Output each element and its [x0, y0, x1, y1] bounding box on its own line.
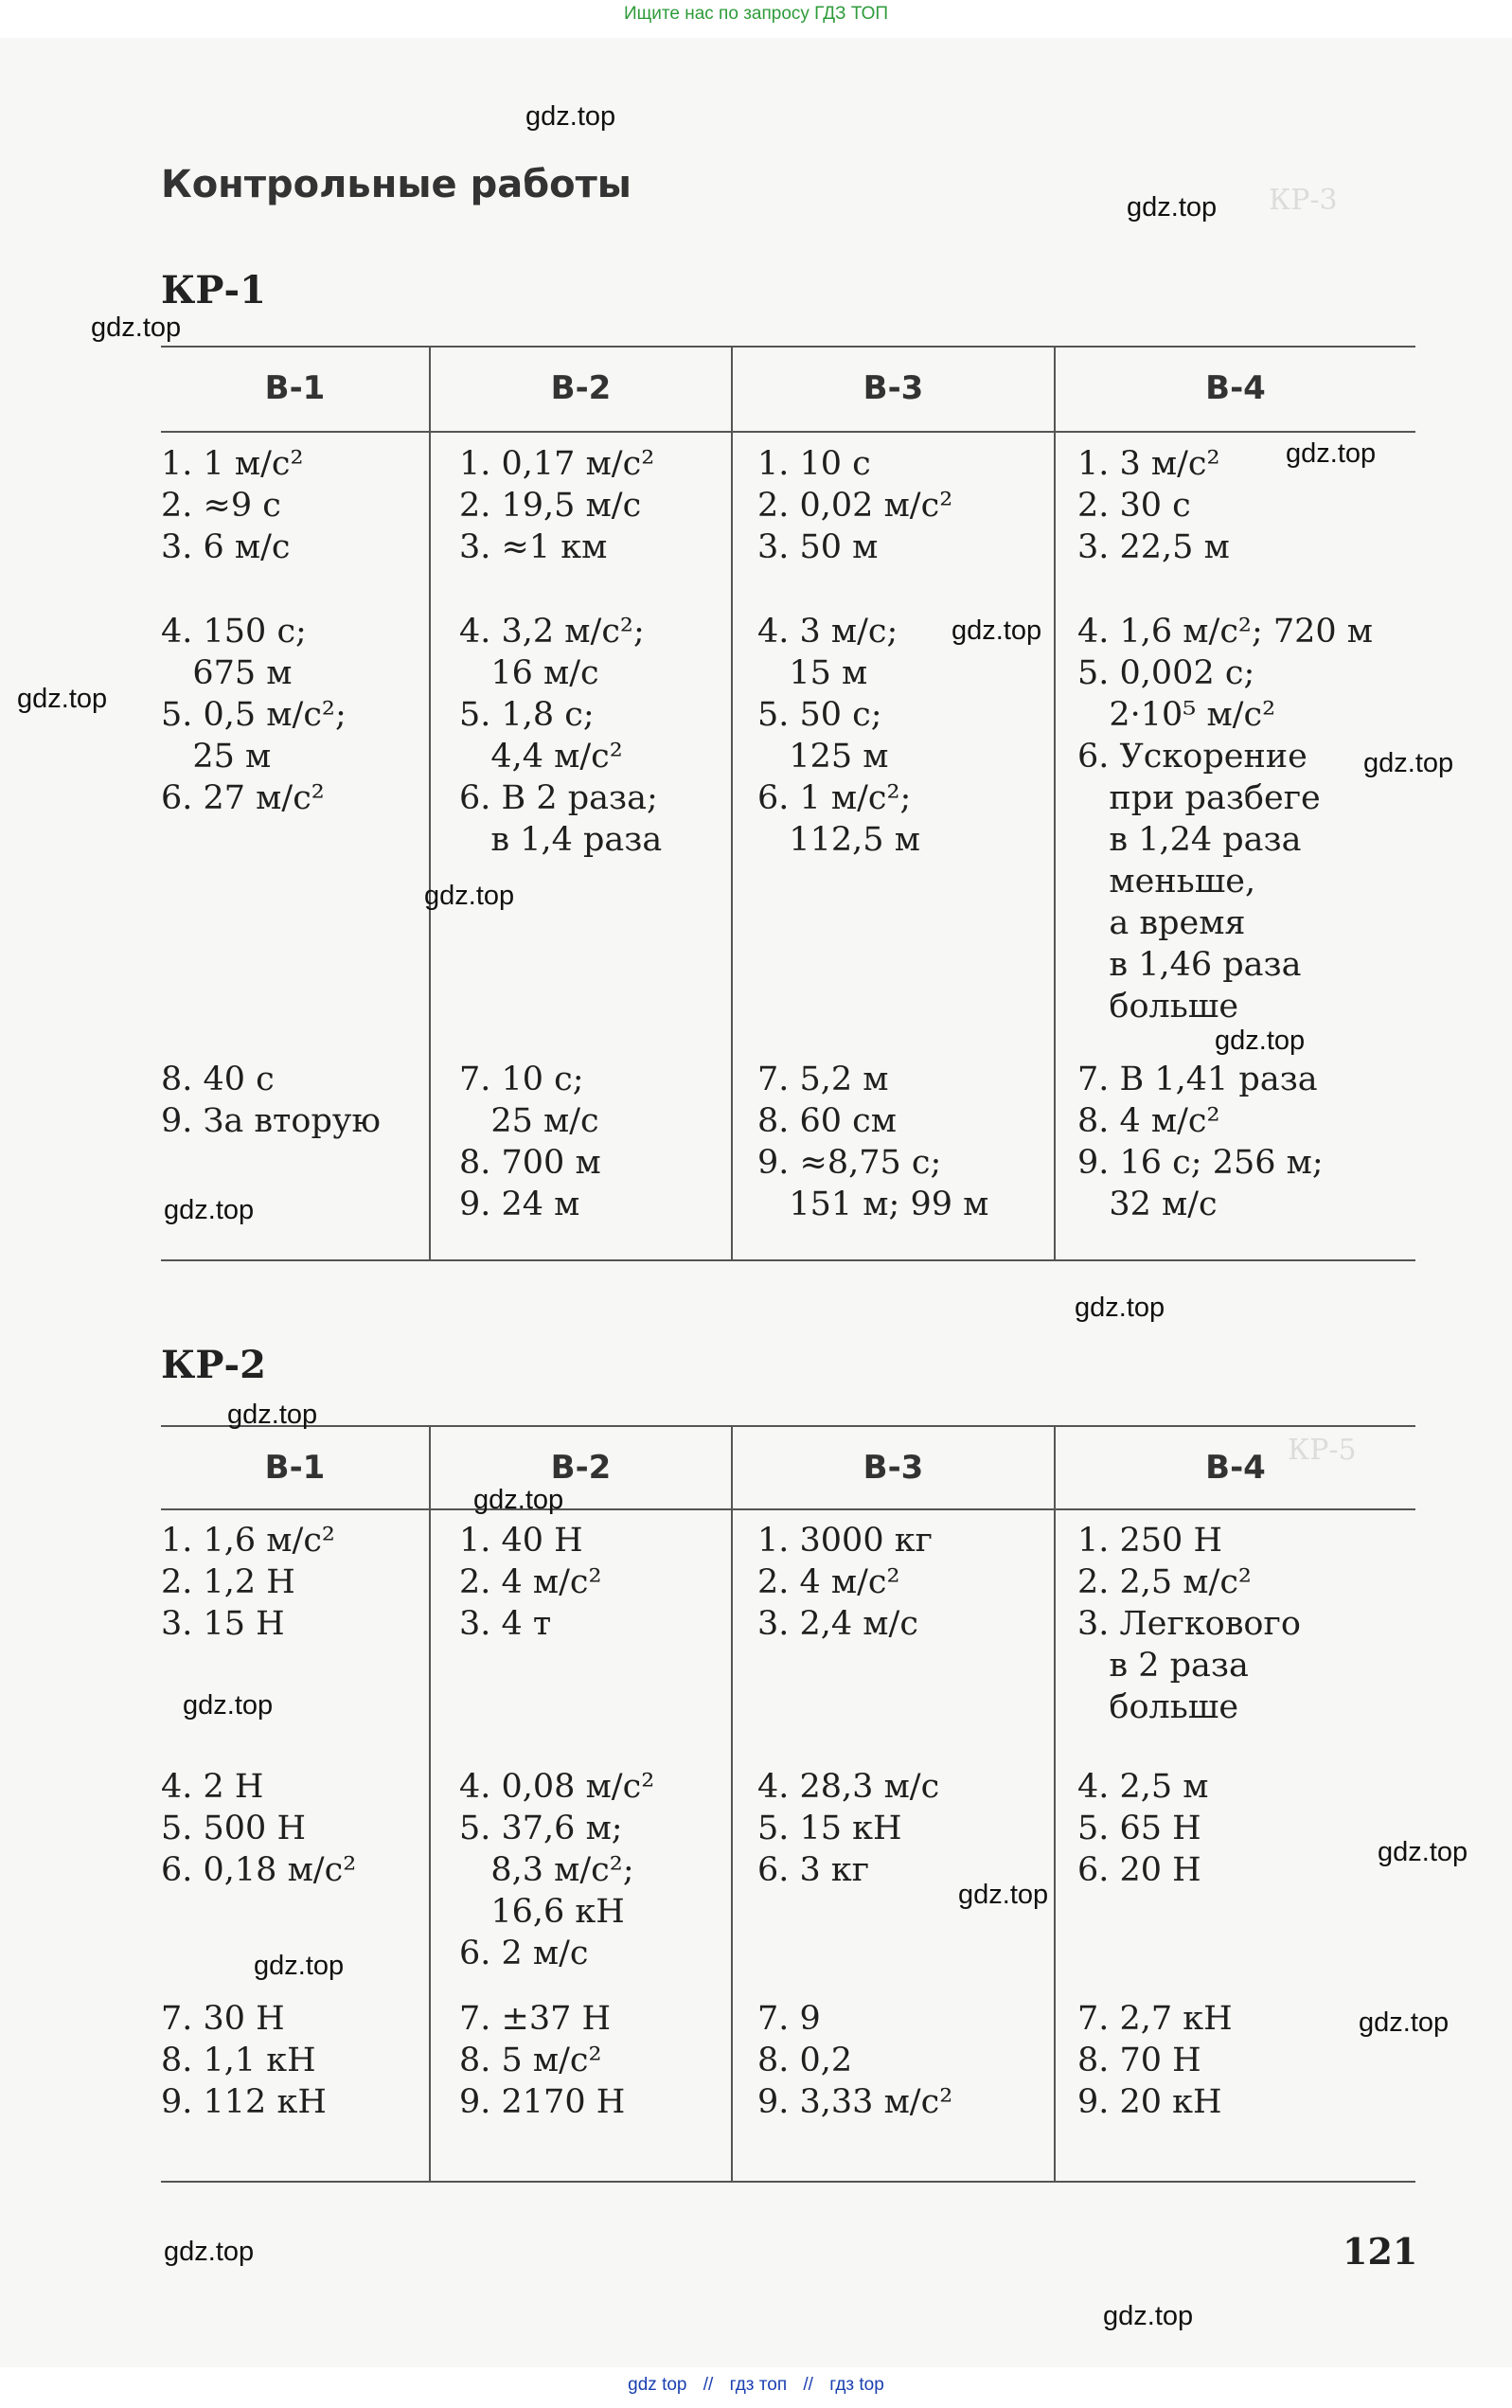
answer-line: 8. 40 с [161, 1061, 275, 1098]
answer-line: 8. 5 м/с² [459, 2042, 602, 2079]
answer-line: 4. 28,3 м/с [757, 1768, 940, 1806]
answer-line: 4. 2 Н [161, 1768, 264, 1806]
answer-line: 9. 20 кН [1077, 2083, 1222, 2121]
answer-line: 3. 2,4 м/с [757, 1605, 918, 1643]
answer-line: 5. 50 с; [757, 696, 882, 734]
answer-line: 1. 3 м/с² [1077, 445, 1220, 483]
answer-line: 2. 2,5 м/с² [1077, 1563, 1252, 1601]
bottom-separator: // [803, 2375, 813, 2395]
top-banner[interactable]: Ищите нас по запросу ГДЗ ТОП [623, 4, 889, 24]
answer-line: 4. 150 с; [161, 613, 307, 651]
table-rule [161, 2181, 1415, 2183]
answer-line: 5. 0,002 с; [1077, 654, 1255, 692]
kr2-cell-row3-v3 [757, 1998, 952, 2123]
watermark: gdz.top [1215, 1026, 1306, 1056]
answer-line: 2. 19,5 м/с [459, 487, 642, 525]
watermark: gdz.top [1363, 748, 1454, 778]
watermark: gdz.top [1378, 1837, 1468, 1867]
watermark: gdz.top [1127, 192, 1218, 223]
table-rule [161, 431, 1415, 433]
answer-line: 5. 15 кН [757, 1810, 902, 1847]
answer-line: 7. В 1,41 раза [1077, 1061, 1318, 1098]
answer-line: 3. 6 м/с [161, 528, 291, 566]
answer-line: 2. 0,02 м/с² [757, 487, 953, 525]
answer-line: 8. 70 Н [1077, 2042, 1201, 2079]
answer-line: 4. 0,08 м/с² [459, 1768, 655, 1806]
answer-line: 3. 22,5 м [1077, 528, 1230, 566]
answer-line: 4. 3 м/с; [757, 613, 898, 651]
answer-line: 15 м [757, 654, 868, 692]
watermark: gdz.top [1286, 438, 1377, 469]
watermark: gdz.top [424, 881, 515, 911]
answer-line: 3. Легкового [1077, 1605, 1301, 1643]
column-divider [429, 346, 431, 1259]
answer-line: 2. 1,2 Н [161, 1563, 295, 1601]
bottom-separator: // [703, 2375, 714, 2395]
answer-line: 16 м/с [459, 654, 599, 692]
answer-line: 8. 4 м/с² [1077, 1102, 1220, 1140]
column-header-v4: В-4 [1205, 369, 1266, 407]
answer-line: 6. 3 кг [757, 1851, 870, 1889]
answer-line: при разбеге [1077, 779, 1321, 817]
answer-line: меньше, [1077, 863, 1256, 901]
bottom-link-1[interactable]: gdz top [628, 2375, 687, 2395]
kr1-cell-row2-v1 [161, 611, 347, 819]
watermark: gdz.top [525, 101, 616, 132]
bleed-through-text: КР-5 [1288, 1434, 1357, 1467]
answer-line: в 1,46 раза [1077, 946, 1302, 984]
answer-line: 4. 2,5 м [1077, 1768, 1209, 1806]
answer-line: 9. 16 с; 256 м; [1077, 1144, 1324, 1182]
column-header-v2: В-2 [550, 1449, 612, 1487]
answer-line: 3. ≈1 км [459, 528, 608, 566]
watermark: gdz.top [958, 1880, 1049, 1910]
table-rule [161, 1259, 1415, 1261]
watermark: gdz.top [91, 312, 182, 343]
kr2-cell-row3-v2 [459, 1998, 625, 2123]
answer-line: 7. 5,2 м [757, 1061, 889, 1098]
answer-line: 9. 2170 Н [459, 2083, 626, 2121]
answer-line: 1. 1 м/с² [161, 445, 304, 483]
watermark: gdz.top [473, 1485, 564, 1515]
answer-line: 5. 65 Н [1077, 1810, 1201, 1847]
kr1-cell-row1-v4 [1077, 443, 1230, 568]
kr1-title: КР-1 [161, 268, 266, 312]
answer-line: больше [1077, 1688, 1239, 1726]
answer-line: 32 м/с [1077, 1186, 1218, 1223]
answer-line: 675 м [161, 654, 293, 692]
answer-line: 7. ±37 Н [459, 2000, 612, 2038]
answer-line: 16,6 кН [459, 1893, 625, 1931]
answer-line: 4. 3,2 м/с²; [459, 613, 645, 651]
table-rule [161, 1425, 1415, 1427]
kr2-cell-row1-v2 [459, 1520, 602, 1645]
answer-line: 2. 30 с [1077, 487, 1191, 525]
answer-line: 7. 2,7 кН [1077, 2000, 1233, 2038]
answer-line: 125 м [757, 738, 889, 776]
answer-line: 9. 112 кН [161, 2083, 327, 2121]
kr1-cell-row3-v4 [1077, 1059, 1324, 1225]
answer-line: 2. 4 м/с² [757, 1563, 900, 1601]
answer-line: 1. 10 с [757, 445, 871, 483]
answer-line: 2. ≈9 с [161, 487, 281, 525]
answer-line: 2·10⁵ м/с² [1077, 696, 1276, 734]
bottom-banner[interactable] [0, 2375, 1512, 2396]
answer-line: 8. 1,1 кН [161, 2042, 316, 2079]
table-rule [161, 1508, 1415, 1510]
kr1-cell-row3-v1 [161, 1059, 381, 1142]
answer-line: 4,4 м/с² [459, 738, 623, 776]
watermark: gdz.top [1359, 2007, 1450, 2038]
bottom-link-2[interactable]: гдз топ [729, 2375, 788, 2395]
answer-line: 6. 20 Н [1077, 1851, 1201, 1889]
kr1-cell-row1-v2 [459, 443, 654, 568]
column-header-v3: В-3 [863, 369, 924, 407]
answer-line: 7. 30 Н [161, 2000, 285, 2038]
answer-line: 3. 50 м [757, 528, 879, 566]
column-header-v2: В-2 [550, 369, 612, 407]
answer-line: 5. 1,8 с; [459, 696, 595, 734]
kr2-cell-row1-v4 [1077, 1520, 1301, 1728]
answer-line: 112,5 м [757, 821, 920, 859]
answer-line: 8. 700 м [459, 1144, 601, 1182]
kr2-cell-row2-v1 [161, 1766, 356, 1891]
watermark: gdz.top [1075, 1293, 1165, 1323]
answer-line: 9. 3,33 м/с² [757, 2083, 953, 2121]
column-header-v1: В-1 [264, 1449, 326, 1487]
column-divider [1054, 346, 1056, 1259]
answer-line: 1. 0,17 м/с² [459, 445, 655, 483]
watermark: gdz.top [17, 684, 108, 714]
answer-line: 25 м/с [459, 1102, 599, 1140]
watermark: gdz.top [952, 615, 1042, 646]
answer-line: 1. 1,6 м/с² [161, 1522, 335, 1560]
answer-line: 1. 40 Н [459, 1522, 583, 1560]
answer-line: 6. 27 м/с² [161, 779, 325, 817]
column-divider [429, 1425, 431, 2181]
watermark: gdz.top [1103, 2301, 1194, 2331]
answer-line: 9. 24 м [459, 1186, 580, 1223]
answer-line: 6. 0,18 м/с² [161, 1851, 357, 1889]
column-header-v4: В-4 [1205, 1449, 1266, 1487]
answer-line: в 1,24 раза [1077, 821, 1302, 859]
answer-line: 2. 4 м/с² [459, 1563, 602, 1601]
answer-line: 6. В 2 раза; [459, 779, 658, 817]
kr1-cell-row2-v3 [757, 611, 920, 861]
answer-line: 25 м [161, 738, 272, 776]
answer-line: 6. Ускорение [1077, 738, 1307, 776]
bleed-through-text: КР-3 [1269, 184, 1338, 217]
answer-line: 151 м; 99 м [757, 1186, 989, 1223]
answer-line: в 2 раза [1077, 1647, 1249, 1685]
answer-line: 7. 9 [757, 2000, 821, 2038]
kr1-cell-row1-v3 [757, 443, 952, 568]
kr2-cell-row2-v3 [757, 1766, 939, 1891]
kr2-cell-row2-v4 [1077, 1766, 1209, 1891]
answer-line: 5. 500 Н [161, 1810, 306, 1847]
answer-line: 5. 37,6 м; [459, 1810, 623, 1847]
column-divider [731, 1425, 733, 2181]
answer-line: 8. 0,2 [757, 2042, 853, 2079]
watermark: gdz.top [183, 1690, 274, 1721]
answer-line: в 1,4 раза [459, 821, 663, 859]
kr1-cell-row2-v2 [459, 611, 662, 861]
kr2-cell-row3-v4 [1077, 1998, 1233, 2123]
answer-line: 6. 1 м/с²; [757, 779, 912, 817]
section-title: Контрольные работы [161, 163, 631, 206]
answer-line: 7. 10 с; [459, 1061, 584, 1098]
kr1-cell-row3-v3 [757, 1059, 988, 1225]
watermark: gdz.top [254, 1951, 345, 1981]
kr1-cell-row1-v1 [161, 443, 304, 568]
column-header-v1: В-1 [264, 369, 326, 407]
answer-line: 9. ≈8,75 с; [757, 1144, 942, 1182]
answer-line: 1. 250 Н [1077, 1522, 1222, 1560]
answer-line: 5. 0,5 м/с²; [161, 696, 347, 734]
kr2-cell-row1-v3 [757, 1520, 933, 1645]
column-divider [1054, 1425, 1056, 2181]
answer-line: 3. 15 Н [161, 1605, 285, 1643]
watermark: gdz.top [164, 2237, 255, 2267]
answer-line: больше [1077, 988, 1239, 1026]
kr1-cell-row2-v4 [1077, 611, 1373, 1027]
answer-line: 9. За вторую [161, 1102, 381, 1140]
column-header-v3: В-3 [863, 1449, 924, 1487]
answer-line: а время [1077, 904, 1246, 942]
answer-line: 3. 4 т [459, 1605, 552, 1643]
kr1-cell-row3-v2 [459, 1059, 601, 1225]
column-divider [731, 346, 733, 1259]
answer-line: 4. 1,6 м/с²; 720 м [1077, 613, 1374, 651]
answer-line: 8,3 м/с²; [459, 1851, 634, 1889]
bottom-link-3[interactable]: гдз top [829, 2375, 884, 2395]
kr2-cell-row2-v2 [459, 1766, 654, 1974]
kr2-cell-row3-v1 [161, 1998, 327, 2123]
table-rule [161, 346, 1415, 348]
answer-line: 8. 60 см [757, 1102, 898, 1140]
watermark: gdz.top [164, 1195, 255, 1225]
page-number: 121 [1343, 2230, 1418, 2273]
answer-line: 1. 3000 кг [757, 1522, 933, 1560]
kr2-cell-row1-v1 [161, 1520, 335, 1645]
answer-line: 6. 2 м/с [459, 1935, 589, 1972]
watermark: gdz.top [227, 1400, 318, 1430]
kr2-title: КР-2 [161, 1343, 266, 1387]
